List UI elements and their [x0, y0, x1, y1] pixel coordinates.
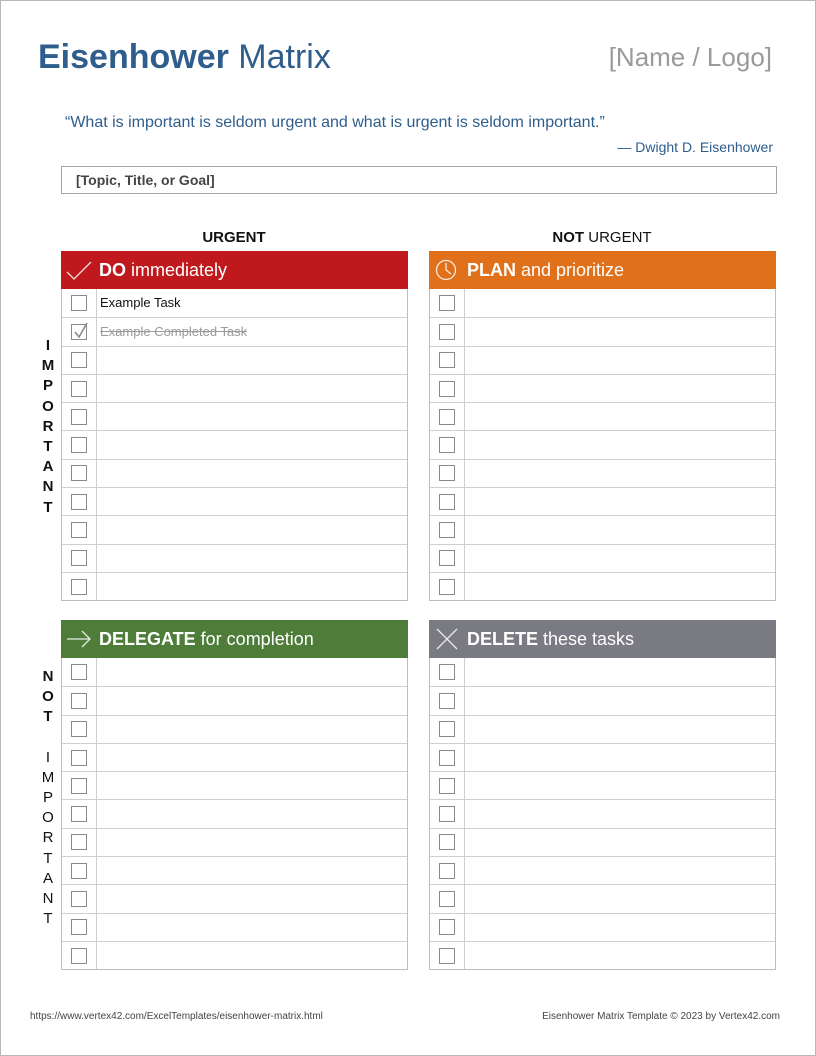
task-checkbox[interactable]	[439, 409, 455, 425]
task-text[interactable]	[97, 573, 407, 600]
checkbox-cell	[62, 431, 97, 458]
task-text[interactable]	[97, 829, 407, 856]
row-label-letter: T	[43, 438, 53, 456]
task-text[interactable]	[97, 516, 407, 543]
task-text[interactable]	[465, 885, 775, 912]
checkbox-cell	[62, 488, 97, 515]
task-checkbox[interactable]	[71, 437, 87, 453]
delete-header	[429, 620, 776, 658]
task-row	[430, 913, 775, 941]
task-row	[62, 941, 407, 969]
task-text[interactable]	[97, 914, 407, 941]
checkbox-cell	[430, 914, 465, 941]
task-checkbox[interactable]	[71, 494, 87, 510]
checkbox-cell	[62, 716, 97, 743]
task-row	[430, 884, 775, 912]
task-row	[430, 828, 775, 856]
checkbox-cell	[430, 289, 465, 317]
task-checkbox[interactable]	[71, 891, 87, 907]
task-text[interactable]	[97, 800, 407, 827]
task-row	[430, 572, 775, 600]
task-checkbox[interactable]	[439, 494, 455, 510]
task-text[interactable]	[465, 545, 775, 572]
checkbox-cell	[430, 829, 465, 856]
task-checkbox[interactable]	[439, 778, 455, 794]
task-text[interactable]	[97, 431, 407, 458]
row-label-letter: N	[42, 890, 54, 908]
task-text[interactable]	[97, 375, 407, 402]
task-row	[62, 715, 407, 743]
task-row	[430, 686, 775, 714]
task-text[interactable]: Example Task	[100, 295, 181, 310]
task-checkbox[interactable]	[71, 693, 87, 709]
row-label-letter: T	[43, 849, 53, 867]
row-label-letter: N	[42, 478, 54, 496]
task-row	[430, 856, 775, 884]
row-label-letter: O	[42, 688, 54, 706]
task-row	[62, 771, 407, 799]
task-checkbox[interactable]	[439, 324, 455, 340]
task-checkbox[interactable]	[71, 778, 87, 794]
clock-icon	[433, 258, 461, 282]
task-row	[62, 884, 407, 912]
row-label-letter: A	[42, 458, 54, 476]
quadrant-delegate	[61, 620, 408, 970]
column-header-urgent-label-2: URGENT	[588, 229, 652, 246]
checkbox-cell	[62, 687, 97, 714]
task-row	[430, 430, 775, 458]
task-text[interactable]	[465, 431, 775, 458]
row-label-letter: O	[42, 397, 54, 415]
task-checkbox[interactable]	[71, 721, 87, 737]
task-row	[62, 544, 407, 572]
logo-placeholder[interactable]: [Name / Logo]	[608, 42, 772, 72]
column-header-urgent-label: URGENT	[202, 229, 266, 246]
task-checkbox[interactable]	[439, 919, 455, 935]
task-checkbox[interactable]	[439, 465, 455, 481]
delete-header-bold: DELETE	[467, 628, 539, 649]
quadrant-plan	[429, 251, 776, 601]
delete-header-rest: these tasks	[543, 628, 635, 649]
task-text[interactable]	[465, 687, 775, 714]
checkbox-cell	[62, 403, 97, 430]
task-checkbox[interactable]	[71, 522, 87, 538]
task-row	[62, 346, 407, 374]
task-checkbox[interactable]	[439, 550, 455, 566]
task-text[interactable]	[465, 488, 775, 515]
task-row	[62, 317, 407, 345]
task-checkbox[interactable]	[71, 834, 87, 850]
checkbox-cell	[62, 289, 97, 317]
checkbox-cell	[62, 829, 97, 856]
checkbox-cell	[62, 545, 97, 572]
delegate-task-list	[61, 658, 408, 970]
task-row	[62, 430, 407, 458]
task-checkbox[interactable]	[439, 579, 455, 595]
checkbox-cell	[430, 403, 465, 430]
checkbox-cell	[430, 375, 465, 402]
plan-header-bold: PLAN	[467, 259, 516, 280]
task-text[interactable]	[97, 347, 407, 374]
checkbox-cell	[430, 318, 465, 345]
task-checkbox[interactable]	[71, 919, 87, 935]
task-text[interactable]	[465, 914, 775, 941]
task-text[interactable]	[465, 800, 775, 827]
task-row	[430, 544, 775, 572]
task-text[interactable]	[465, 375, 775, 402]
task-text[interactable]	[465, 460, 775, 487]
task-row	[62, 686, 407, 714]
checkbox-cell	[62, 573, 97, 600]
row-label-letter: A	[42, 869, 53, 887]
topic-field[interactable]: [Topic, Title, or Goal]	[61, 166, 777, 194]
task-checkbox[interactable]	[439, 863, 455, 879]
row-label-letter: I	[45, 337, 51, 354]
quote-text: “What is important is seldom urgent and what is urgent is seldom important.”	[65, 114, 605, 131]
task-text[interactable]	[465, 573, 775, 600]
checkbox-cell	[62, 460, 97, 487]
page-title	[38, 38, 331, 77]
delegate-header	[61, 620, 408, 658]
task-text[interactable]	[465, 744, 775, 771]
checkbox-cell	[62, 375, 97, 402]
task-row	[430, 715, 775, 743]
quote-author: — Dwight D. Eisenhower	[617, 139, 773, 155]
task-row	[62, 374, 407, 402]
checkbox-cell	[430, 885, 465, 912]
task-checkbox[interactable]	[439, 381, 455, 397]
task-checkbox[interactable]	[439, 352, 455, 368]
task-row	[430, 743, 775, 771]
task-row	[430, 459, 775, 487]
task-checkbox[interactable]	[71, 806, 87, 822]
task-text[interactable]	[465, 318, 775, 345]
do-task-list	[61, 289, 408, 601]
column-header-not-urgent	[429, 229, 775, 246]
title-rest: Matrix	[238, 38, 331, 76]
task-checkbox[interactable]	[439, 948, 455, 964]
checkbox-cell	[430, 942, 465, 969]
task-text[interactable]	[465, 942, 775, 969]
checkbox-cell	[62, 857, 97, 884]
task-checkbox[interactable]	[71, 352, 87, 368]
plan-header-rest: and prioritize	[521, 259, 625, 280]
task-row	[62, 913, 407, 941]
column-header-not-label: NOT	[552, 229, 585, 246]
checkbox-cell	[430, 431, 465, 458]
row-label-letter: N	[42, 668, 54, 685]
task-checkbox[interactable]	[71, 295, 87, 311]
check-icon	[65, 258, 93, 282]
checkbox-cell	[62, 800, 97, 827]
delegate-header-bold: DELEGATE	[99, 628, 196, 649]
task-row	[430, 941, 775, 969]
checkmark-icon	[73, 321, 89, 346]
row-label-letter: P	[42, 789, 53, 807]
task-checkbox[interactable]	[71, 550, 87, 566]
plan-header	[429, 251, 776, 289]
task-text[interactable]	[97, 772, 407, 799]
task-text[interactable]	[97, 488, 407, 515]
footer-copyright: Eisenhower Matrix Template © 2023 by Vertex42.com	[542, 1011, 780, 1022]
checkbox-cell	[430, 488, 465, 515]
task-row	[430, 771, 775, 799]
task-row	[430, 515, 775, 543]
checkbox-cell	[62, 744, 97, 771]
task-checkbox[interactable]	[71, 863, 87, 879]
checkbox-cell	[430, 460, 465, 487]
row-label-letter: M	[41, 768, 55, 786]
checkbox-cell	[430, 772, 465, 799]
row-label-letter: R	[42, 417, 54, 435]
task-row	[62, 572, 407, 600]
task-text[interactable]	[97, 545, 407, 572]
task-checkbox[interactable]	[71, 579, 87, 595]
quadrant-delete	[429, 620, 776, 970]
task-row	[62, 487, 407, 515]
arrow-right-icon	[65, 627, 93, 651]
task-text[interactable]	[465, 658, 775, 686]
task-text[interactable]	[97, 716, 407, 743]
task-text[interactable]	[465, 516, 775, 543]
plan-task-list	[429, 289, 776, 601]
column-header-urgent	[61, 229, 407, 246]
title-bold: Eisenhower	[38, 38, 229, 76]
task-row	[430, 346, 775, 374]
checkbox-cell	[430, 716, 465, 743]
task-text[interactable]	[465, 289, 775, 317]
checkbox-cell	[430, 545, 465, 572]
task-text[interactable]	[465, 716, 775, 743]
task-text[interactable]	[97, 687, 407, 714]
do-header-bold: DO	[99, 259, 126, 280]
task-text[interactable]	[97, 942, 407, 969]
row-label-letter: T	[43, 498, 53, 516]
task-checkbox[interactable]	[71, 948, 87, 964]
task-checkbox[interactable]	[439, 721, 455, 737]
task-row	[62, 289, 407, 317]
task-row	[430, 374, 775, 402]
task-row	[62, 828, 407, 856]
task-checkbox[interactable]	[71, 750, 87, 766]
task-checkbox[interactable]	[439, 806, 455, 822]
task-checkbox[interactable]	[439, 664, 455, 680]
checkbox-cell	[430, 516, 465, 543]
do-header-rest: immediately	[131, 259, 228, 280]
task-checkbox[interactable]	[71, 324, 87, 340]
task-row	[430, 317, 775, 345]
row-label-not-important	[33, 667, 63, 929]
task-row	[430, 799, 775, 827]
task-row	[62, 743, 407, 771]
quadrant-do	[61, 251, 408, 601]
task-row	[430, 402, 775, 430]
task-row	[430, 289, 775, 317]
task-checkbox[interactable]	[439, 891, 455, 907]
row-label-letter: M	[41, 357, 55, 375]
task-text[interactable]	[97, 744, 407, 771]
task-row	[430, 658, 775, 686]
row-label-letter: R	[42, 829, 54, 847]
task-row	[62, 799, 407, 827]
task-checkbox[interactable]	[71, 381, 87, 397]
row-label-letter: T	[43, 708, 53, 726]
delegate-header-rest: for completion	[200, 628, 314, 649]
checkbox-cell	[62, 914, 97, 941]
task-checkbox[interactable]	[71, 409, 87, 425]
row-label-letter: P	[42, 377, 53, 395]
checkbox-cell	[62, 942, 97, 969]
task-text[interactable]	[97, 658, 407, 686]
task-text[interactable]: Example Completed Task	[100, 324, 248, 340]
checkbox-cell	[430, 800, 465, 827]
checkbox-cell	[62, 772, 97, 799]
checkbox-cell	[62, 516, 97, 543]
task-text[interactable]	[465, 347, 775, 374]
checkbox-cell	[430, 658, 465, 686]
task-text[interactable]	[97, 885, 407, 912]
task-text[interactable]	[465, 772, 775, 799]
task-checkbox[interactable]	[71, 664, 87, 680]
task-row	[430, 487, 775, 515]
checkbox-cell	[62, 318, 97, 345]
task-checkbox[interactable]	[71, 465, 87, 481]
x-icon	[433, 627, 461, 651]
do-header	[61, 251, 408, 289]
task-text[interactable]	[465, 403, 775, 430]
task-text[interactable]	[97, 857, 407, 884]
task-checkbox[interactable]	[439, 834, 455, 850]
footer-url[interactable]: https://www.vertex42.com/ExcelTemplates/eisenhower-matrix.html	[30, 1011, 323, 1022]
row-label-letter: T	[43, 910, 53, 928]
task-checkbox[interactable]	[439, 295, 455, 311]
task-checkbox[interactable]	[439, 437, 455, 453]
task-checkbox[interactable]	[439, 693, 455, 709]
checkbox-cell	[430, 744, 465, 771]
task-row	[62, 856, 407, 884]
task-row	[62, 459, 407, 487]
task-text[interactable]	[465, 829, 775, 856]
delete-task-list	[429, 658, 776, 970]
row-label-letter: I	[45, 748, 51, 766]
row-label-letter: O	[42, 809, 54, 827]
checkbox-cell	[430, 687, 465, 714]
checkbox-cell	[430, 573, 465, 600]
task-row	[62, 402, 407, 430]
checkbox-cell	[62, 347, 97, 374]
checkbox-cell	[62, 658, 97, 686]
row-label-important	[33, 336, 63, 518]
task-row	[62, 515, 407, 543]
checkbox-cell	[430, 857, 465, 884]
task-row	[62, 658, 407, 686]
checkbox-cell	[62, 885, 97, 912]
task-checkbox[interactable]	[439, 750, 455, 766]
task-text[interactable]	[97, 403, 407, 430]
task-text[interactable]	[97, 460, 407, 487]
checkbox-cell	[430, 347, 465, 374]
task-checkbox[interactable]	[439, 522, 455, 538]
task-text[interactable]	[465, 857, 775, 884]
